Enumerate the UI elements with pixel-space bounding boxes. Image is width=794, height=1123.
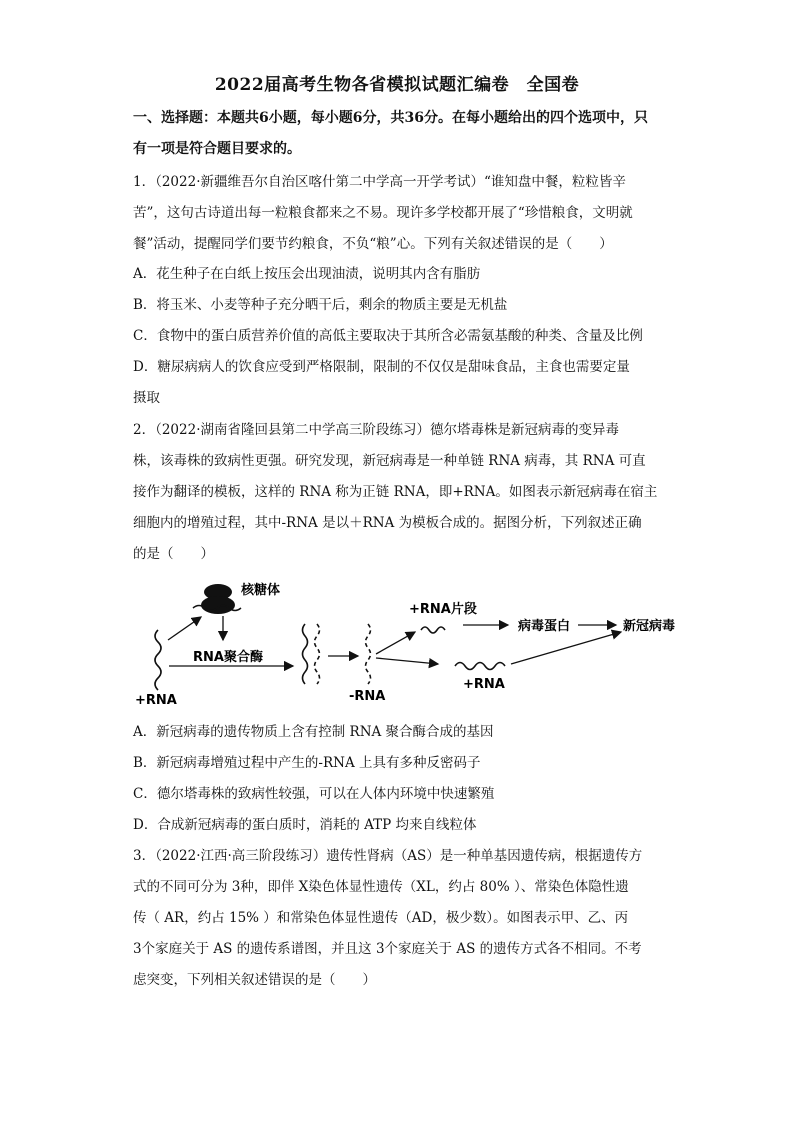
q2-stem-line-5: 的是（ ）	[133, 546, 214, 562]
label-new-virus: 新冠病毒	[623, 619, 676, 634]
virus-replication-diagram	[133, 572, 693, 712]
q3-stem-line-1: 3．（2022·江西·高三阶段练习）遗传性肾病（AS）是一种单基因遗传病，根据遗传方	[133, 848, 643, 864]
q2-option-c: C．德尔塔毒株的致病性较强，可以在人体内环境中快速繁殖	[133, 786, 495, 802]
label-rna-polymerase: RNA聚合酶	[193, 650, 263, 665]
q1-stem-line-2: 苦”，这句古诗道出每一粒粮食都来之不易。现许多学校都开展了“珍惜粮食，文明就	[133, 205, 633, 221]
q1-stem-line-1: 1．（2022·新疆维吾尔自治区喀什第二中学高一开学考试）“谁知盘中餐，粒粒皆辛	[133, 174, 626, 190]
label-viral-protein: 病毒蛋白	[518, 619, 571, 634]
arrow-to-plus-rna	[376, 658, 438, 664]
label-ribosome: 核糖体	[241, 583, 281, 598]
arrow-to-rna-fragment	[376, 632, 415, 654]
minus-rna-strand	[366, 624, 371, 684]
q3-stem-line-4: 3个家庭关于 AS 的遗传系谱图，并且这 3个家庭关于 AS 的遗传方式各不相同。不考	[133, 941, 642, 957]
ribosome-icon	[193, 584, 241, 614]
q2-stem-line-1: 2．（2022·湖南省隆回县第二中学高三阶段练习）德尔塔毒株是新冠病毒的变异毒	[133, 422, 619, 438]
plus-rna-left-strand	[155, 630, 161, 690]
q3-stem-line-3: 传（ AR，约占 15% ）和常染色体显性遗传（AD，极少数）。如图表示甲、乙、丙	[133, 910, 629, 926]
label-plus-rna-left: +RNA	[135, 693, 177, 708]
q1-option-d-line-1: D．糖尿病病人的饮食应受到严格限制，限制的不仅仅是甜味食品，主食也需要定量	[133, 359, 630, 375]
label-plus-rna-right: +RNA	[463, 677, 505, 692]
double-strand-minus	[315, 624, 320, 684]
q3-stem-line-5: 虑突变，下列相关叙述错误的是（ ）	[133, 972, 376, 988]
page-title: 2022届高考生物各省模拟试题汇编卷 全国卷	[214, 75, 580, 95]
q2-option-b: B．新冠病毒增殖过程中产生的-RNA 上具有多种反密码子	[133, 755, 481, 771]
q2-stem-line-4: 细胞内的增殖过程，其中-RNA 是以＋RNA 为模板合成的。据图分析，下列叙述正确	[133, 515, 642, 531]
q1-option-d-line-2: 摄取	[133, 390, 160, 406]
label-rna-fragment: +RNA片段	[409, 602, 477, 617]
q3-stem-line-2: 式的不同可分为 3种，即伴 X染色体显性遗传（XL，约占 80% ）、常染色体隐性遗	[133, 879, 629, 895]
q1-option-c: C．食物中的蛋白质营养价值的高低主要取决于其所含必需氨基酸的种类、含量及比例	[133, 328, 643, 344]
q2-stem-line-3: 接作为翻译的模板，这样的 RNA 称为正链 RNA，即+RNA。如图表示新冠病毒在宿主	[133, 484, 658, 500]
q2-option-d: D．合成新冠病毒的蛋白质时，消耗的 ATP 均来自线粒体	[133, 817, 477, 833]
section-heading-line-2: 有一项是符合题目要求的。	[133, 141, 301, 157]
q1-stem-line-3: 餐”活动，提醒同学们要节约粮食，不负“粮”心。下列有关叙述错误的是（ ）	[133, 236, 613, 252]
section-heading-line-1: 一、选择题：本题共6小题，每小题6分，共36分。在每小题给出的四个选项中，只	[133, 110, 648, 126]
q2-stem-line-2: 株，该毒株的致病性更强。研究发现，新冠病毒是一种单链 RNA 病毒，其 RNA 可直	[133, 453, 646, 469]
arrow-plus-rna-to-virus	[511, 632, 621, 664]
double-strand-plus	[303, 624, 308, 684]
label-minus-rna: -RNA	[349, 689, 386, 704]
q1-option-a: A．花生种子在白纸上按压会出现油渍，说明其内含有脂肪	[133, 266, 481, 282]
plus-rna-right-strand	[455, 663, 505, 670]
q1-option-b: B．将玉米、小麦等种子充分晒干后，剩余的物质主要是无机盐	[133, 297, 508, 313]
rna-fragment-strand	[421, 627, 445, 633]
q2-option-a: A．新冠病毒的遗传物质上含有控制 RNA 聚合酶合成的基因	[133, 724, 494, 740]
arrow-to-ribosome	[168, 617, 201, 640]
